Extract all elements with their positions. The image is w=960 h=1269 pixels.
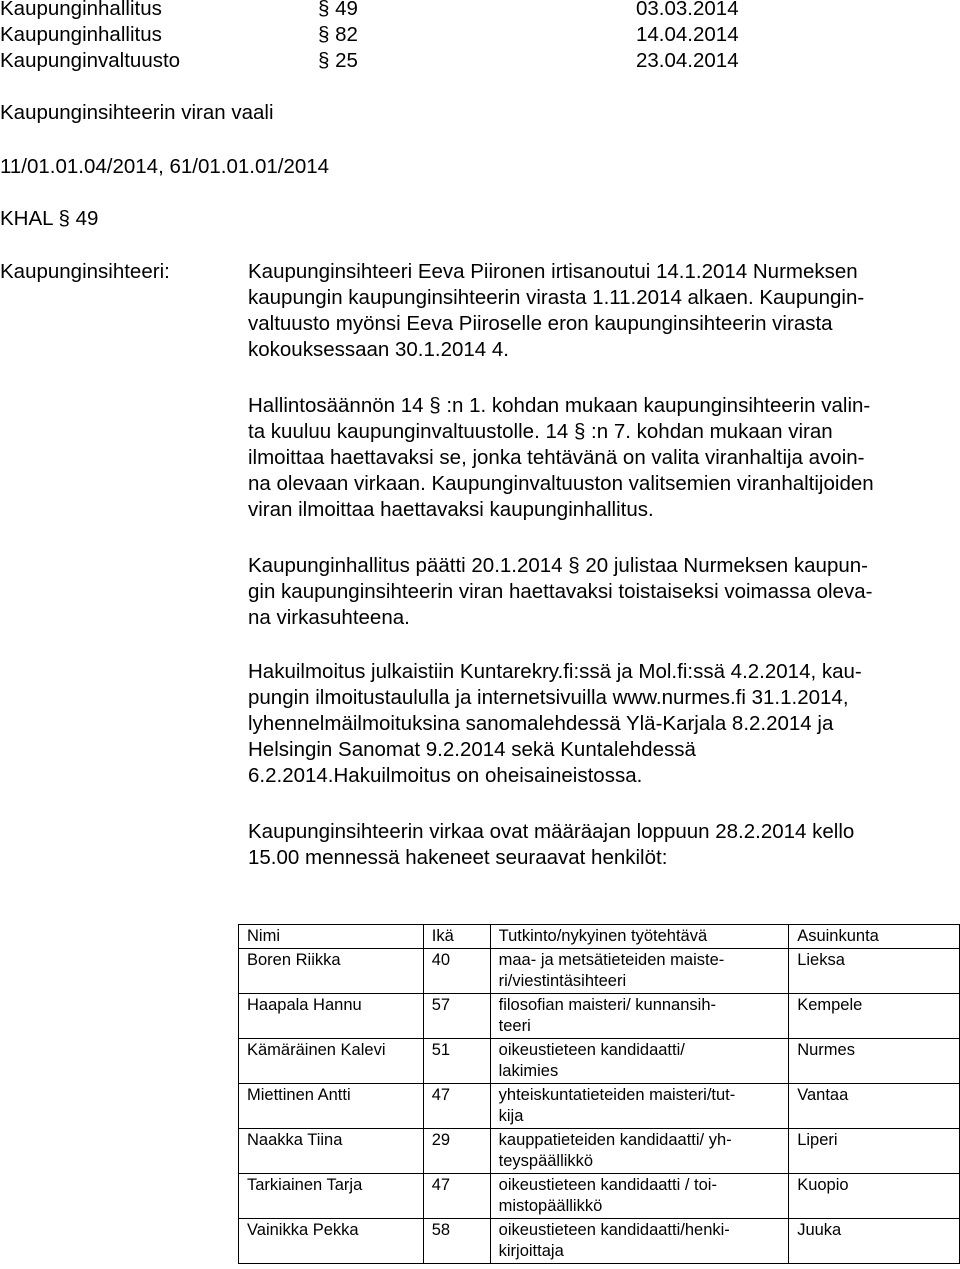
table-row: [239, 1039, 960, 1084]
column-header: Ikä: [423, 925, 490, 949]
table-header-row: [239, 925, 960, 949]
applicant-name: Miettinen Antti: [239, 1084, 424, 1129]
column-header: Nimi: [239, 925, 424, 949]
paragraph-announcement: [248, 659, 862, 789]
applicant-name: Kämäräinen Kalevi: [239, 1039, 424, 1084]
paragraph-line: na olevaan virkaan. Kaupunginvaltuuston valitsemien viranhaltijoiden: [248, 472, 874, 495]
table-row: [239, 1129, 960, 1174]
table-row: [239, 994, 960, 1039]
case-numbers: 11/01.01.04/2014, 61/01.01.01/2014: [0, 155, 330, 178]
paragraph-line: kaupungin kaupunginsihteerin virasta 1.11.2014 alkaen. Kaupungin-: [248, 286, 865, 309]
paragraph-line: pungin ilmoitustaululla ja internetsivuilla www.nurmes.fi 31.1.2014,: [248, 686, 849, 709]
table-row: [239, 949, 960, 994]
meeting-body: Kaupunginvaltuusto: [0, 49, 181, 72]
applicant-municipality: Kempele: [789, 994, 960, 1039]
paragraph-resignation: [248, 259, 864, 363]
meeting-section: § 82: [318, 23, 358, 46]
paragraph-line: gin kaupunginsihteerin viran haettavaksi toistaiseksi voimassa oleva-: [248, 580, 873, 603]
paragraph-line: Kaupunginsihteerin virkaa ovat määräajan loppuun 28.2.2014 kello: [248, 820, 855, 843]
applicant-municipality: Nurmes: [789, 1039, 960, 1084]
paragraph-line: Hallintosäännön 14 § :n 1. kohdan mukaan kaupunginsihteerin valin-: [248, 394, 871, 417]
paragraph-line: ilmoittaa haettavaksi se, jonka tehtävänä on valita viranhaltija avoin-: [248, 446, 865, 469]
applicant-degree: filosofian maisteri/ kunnansih- teeri: [490, 994, 789, 1039]
table-row: [239, 1174, 960, 1219]
meeting-date: 14.04.2014: [636, 23, 739, 46]
applicant-degree: oikeustieteen kandidaatti/henki- kirjoittaja: [490, 1219, 789, 1264]
applicant-degree: oikeustieteen kandidaatti/ lakimies: [490, 1039, 789, 1084]
applicant-age: 29: [423, 1129, 490, 1174]
applicant-name: Boren Riikka: [239, 949, 424, 994]
paragraph-line: ta kuuluu kaupunginvaltuustolle. 14 § :n 7. kohdan mukaan viran: [248, 420, 833, 443]
paragraph-line: viran ilmoittaa haettavaksi kaupunginhallitus.: [248, 498, 654, 521]
paragraph-line: Kaupunginsihteeri Eeva Piironen irtisanoutui 14.1.2014 Nurmeksen: [248, 260, 858, 283]
applicant-degree: yhteiskuntatieteiden maisteri/tut- kija: [490, 1084, 789, 1129]
table-row: [239, 1084, 960, 1129]
paragraph-decision: [248, 553, 872, 631]
applicant-age: 40: [423, 949, 490, 994]
applicant-name: Tarkiainen Tarja: [239, 1174, 424, 1219]
applicant-name: Haapala Hannu: [239, 994, 424, 1039]
applicant-degree: maa- ja metsätieteiden maiste- ri/viestintäsihteeri: [490, 949, 789, 994]
khal-reference: KHAL § 49: [0, 207, 99, 230]
document-heading: Kaupunginsihteerin viran vaali: [0, 101, 274, 124]
paragraph-line: lyhennelmäilmoituksina sanomalehdessä Ylä-Karjala 8.2.2014 ja: [248, 712, 834, 735]
applicant-name: Naakka Tiina: [239, 1129, 424, 1174]
meeting-date: 03.03.2014: [636, 0, 739, 20]
applicant-municipality: Lieksa: [789, 949, 960, 994]
applicant-municipality: Liperi: [789, 1129, 960, 1174]
column-header: Asuinkunta: [789, 925, 960, 949]
paragraph-line: kokouksessaan 30.1.2014 4.: [248, 338, 509, 361]
paragraph-regulations: [248, 393, 874, 523]
meeting-date: 23.04.2014: [636, 49, 739, 72]
meeting-section: § 25: [318, 49, 358, 72]
paragraph-line: Hakuilmoitus julkaistiin Kuntarekry.fi:ssä ja Mol.fi:ssä 4.2.2014, kau-: [248, 660, 862, 683]
applicant-age: 58: [423, 1219, 490, 1264]
applicant-municipality: Kuopio: [789, 1174, 960, 1219]
applicant-age: 51: [423, 1039, 490, 1084]
applicant-degree: oikeustieteen kandidaatti / toi- mistopäällikkö: [490, 1174, 789, 1219]
applicant-age: 57: [423, 994, 490, 1039]
applicant-degree: kauppatieteiden kandidaatti/ yh- teyspäällikkö: [490, 1129, 789, 1174]
meeting-section: § 49: [318, 0, 358, 20]
paragraph-line: Kaupunginhallitus päätti 20.1.2014 § 20 julistaa Nurmeksen kaupun-: [248, 554, 868, 577]
applicant-municipality: Vantaa: [789, 1084, 960, 1129]
paragraph-line: Helsingin Sanomat 9.2.2014 sekä Kuntalehdessä: [248, 738, 696, 761]
paragraph-line: 6.2.2014.Hakuilmoitus on oheisaineistossa.: [248, 764, 643, 787]
meeting-body: Kaupunginhallitus: [0, 0, 162, 20]
table-row: [239, 1219, 960, 1264]
paragraph-line: valtuusto myönsi Eeva Piiroselle eron kaupunginsihteerin virasta: [248, 312, 833, 335]
table-body: [239, 949, 960, 1264]
applicant-name: Vainikka Pekka: [239, 1219, 424, 1264]
applicant-age: 47: [423, 1084, 490, 1129]
paragraph-applicants-intro: [248, 819, 854, 871]
applicant-municipality: Juuka: [789, 1219, 960, 1264]
meeting-body: Kaupunginhallitus: [0, 23, 162, 46]
paragraph-line: na virkasuhteena.: [248, 606, 410, 629]
column-header: Tutkinto/nykyinen työtehtävä: [490, 925, 789, 949]
applicants-table: [238, 924, 960, 1264]
section-label: Kaupunginsihteeri:: [0, 260, 170, 283]
paragraph-line: 15.00 mennessä hakeneet seuraavat henkilöt:: [248, 846, 668, 869]
applicant-age: 47: [423, 1174, 490, 1219]
